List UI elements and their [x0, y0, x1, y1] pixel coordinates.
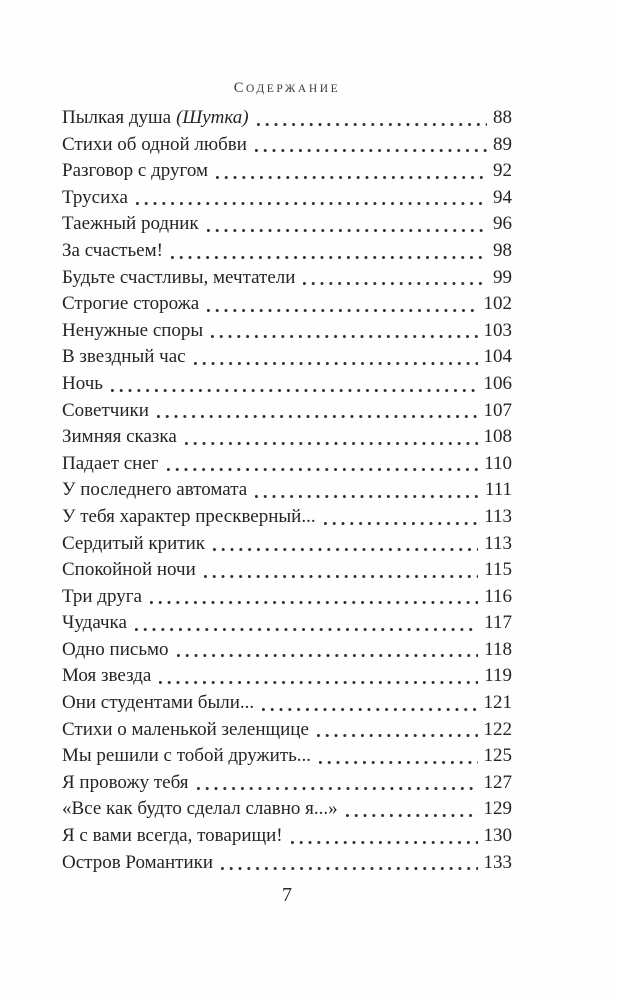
toc-entry-page: 96: [493, 213, 512, 235]
toc-entry: [62, 637, 512, 664]
dot-leader: [257, 123, 487, 132]
toc-entry-title: Трусиха: [62, 186, 128, 208]
dot-leader: [150, 601, 478, 610]
toc-entry-page: 133: [483, 851, 512, 873]
toc-entry-title: Они студентами были...: [62, 692, 255, 714]
dot-leader: [211, 335, 477, 344]
toc-entry: [62, 318, 512, 345]
toc-entry-title: Строгие сторожа: [62, 293, 200, 315]
dot-leader: [207, 229, 487, 238]
toc-entry-page: 99: [493, 266, 512, 288]
toc-entry-title: Ночь: [62, 372, 103, 394]
toc-entry-page: 103: [483, 319, 512, 341]
toc-entry-page: 104: [483, 346, 512, 368]
toc-entry-page: 129: [483, 798, 512, 820]
toc-entry-page: 94: [493, 186, 512, 208]
toc-entry-title: Спокойной ночи: [62, 559, 196, 581]
dot-leader: [291, 841, 478, 850]
toc-entry-title: Зимняя сказка: [62, 426, 177, 448]
toc-entry-title: Разговор с другом: [62, 160, 208, 182]
dot-leader: [317, 734, 478, 743]
toc-entry-title: Советчики: [62, 399, 149, 421]
toc-entry-page: 117: [484, 612, 512, 634]
dot-leader: [159, 681, 478, 690]
toc-entry: [62, 584, 512, 611]
toc-entry-title: У тебя характер прескверный...: [62, 505, 316, 527]
toc-entry: [62, 398, 512, 425]
toc-entry-page: 113: [484, 505, 512, 527]
dot-leader: [255, 495, 479, 504]
toc-entry-title: Таежный родник: [62, 213, 199, 235]
dot-leader: [324, 522, 479, 531]
toc-entry: [62, 770, 512, 797]
toc-entry-page: 98: [493, 239, 512, 261]
toc-entry-title: Одно письмо: [62, 638, 169, 660]
toc-entry: [62, 185, 512, 212]
dot-leader: [177, 654, 479, 663]
toc-entry: [62, 291, 512, 318]
toc-entry-page: 108: [483, 426, 512, 448]
toc-entry-title: Чудачка: [62, 612, 127, 634]
toc-entry-title: Стихи об одной любви: [62, 133, 247, 155]
toc-entry-title: Падает снег: [62, 452, 159, 474]
toc-entry-page: 122: [483, 718, 512, 740]
toc-entry-title: Я провожу тебя: [62, 771, 189, 793]
dot-leader: [157, 415, 478, 424]
toc-entry: [62, 238, 512, 265]
toc-entry-page: 111: [484, 479, 512, 501]
toc-entry-page: 119: [484, 665, 512, 687]
toc-entry-page: 116: [484, 585, 512, 607]
toc-list: [62, 105, 512, 876]
toc-entry-title: У последнего автомата: [62, 479, 248, 501]
toc-entry-title: Ненужные споры: [62, 319, 204, 341]
dot-leader: [185, 442, 478, 451]
toc-entry-page: 102: [483, 293, 512, 315]
dot-leader: [213, 548, 478, 557]
toc-entry-title: Три друга: [62, 585, 142, 607]
toc-entry-page: 125: [483, 745, 512, 767]
toc-entry-title: Будьте счастливы, мечтатели: [62, 266, 296, 288]
toc-entry-page: 110: [484, 452, 512, 474]
toc-entry-page: 127: [483, 771, 512, 793]
toc-entry-page: 130: [483, 825, 512, 847]
toc-entry-title: Я с вами всегда, товарищи!: [62, 825, 283, 847]
toc-entry-page: 106: [483, 372, 512, 394]
dot-leader: [346, 814, 478, 823]
dot-leader: [204, 575, 478, 584]
toc-entry: [62, 610, 512, 637]
toc-entry: [62, 344, 512, 371]
toc-entry: [62, 557, 512, 584]
toc-entry-page: 121: [483, 692, 512, 714]
dot-leader: [135, 628, 478, 637]
toc-entry-title: Пылкая душа: [62, 107, 172, 128]
toc-entry: [62, 796, 512, 823]
toc-entry: [62, 477, 512, 504]
toc-entry-page: 118: [484, 638, 512, 660]
toc-entry: [62, 132, 512, 159]
toc-entry: [62, 850, 512, 877]
dot-leader: [194, 362, 478, 371]
toc-entry-title: «Все как будто сделал славно я...»: [62, 798, 338, 820]
toc-entry-note: (Шутка): [176, 107, 249, 128]
toc-entry-title: Мы решили с тобой дружить...: [62, 745, 312, 767]
toc-entry: [62, 531, 512, 558]
toc-entry-page: 89: [493, 133, 512, 155]
toc-entry: [62, 823, 512, 850]
toc-entry: [62, 105, 512, 132]
toc-entry: [62, 743, 512, 770]
toc-entry-title: Остров Романтики: [62, 851, 214, 873]
toc-entry: [62, 158, 512, 185]
toc-entry-page: 113: [484, 532, 512, 554]
toc-entry-page: 107: [483, 399, 512, 421]
dot-leader: [319, 761, 477, 770]
toc-entry: [62, 265, 512, 292]
toc-entry: [62, 211, 512, 238]
page-number: 7: [282, 884, 292, 906]
toc-entry-title: Стихи о маленькой зеленщице: [62, 718, 309, 740]
dot-leader: [262, 708, 477, 717]
dot-leader: [303, 282, 487, 291]
toc-entry-page: 115: [484, 559, 512, 581]
toc-entry: [62, 690, 512, 717]
toc-entry: [62, 717, 512, 744]
toc-entry-title: За счастьем!: [62, 239, 163, 261]
dot-leader: [171, 256, 487, 265]
dot-leader: [167, 468, 479, 477]
toc-entry: [62, 451, 512, 478]
dot-leader: [136, 202, 487, 211]
dot-leader: [221, 867, 477, 876]
dot-leader: [216, 176, 487, 185]
dot-leader: [197, 787, 478, 796]
toc-entry-page: 92: [493, 160, 512, 182]
toc-entry: [62, 424, 512, 451]
toc-entry-title: Сердитый критик: [62, 532, 206, 554]
dot-leader: [111, 389, 478, 398]
toc-entry-title: В звездный час: [62, 346, 186, 368]
toc-entry-title: Моя звезда: [62, 665, 152, 687]
dot-leader: [207, 309, 477, 318]
toc-entry: [62, 371, 512, 398]
dot-leader: [255, 149, 487, 158]
toc-header: СОДЕРЖАНИЕ: [233, 80, 341, 96]
toc-entry: [62, 504, 512, 531]
toc-entry: [62, 663, 512, 690]
toc-entry-page: 88: [493, 107, 512, 128]
